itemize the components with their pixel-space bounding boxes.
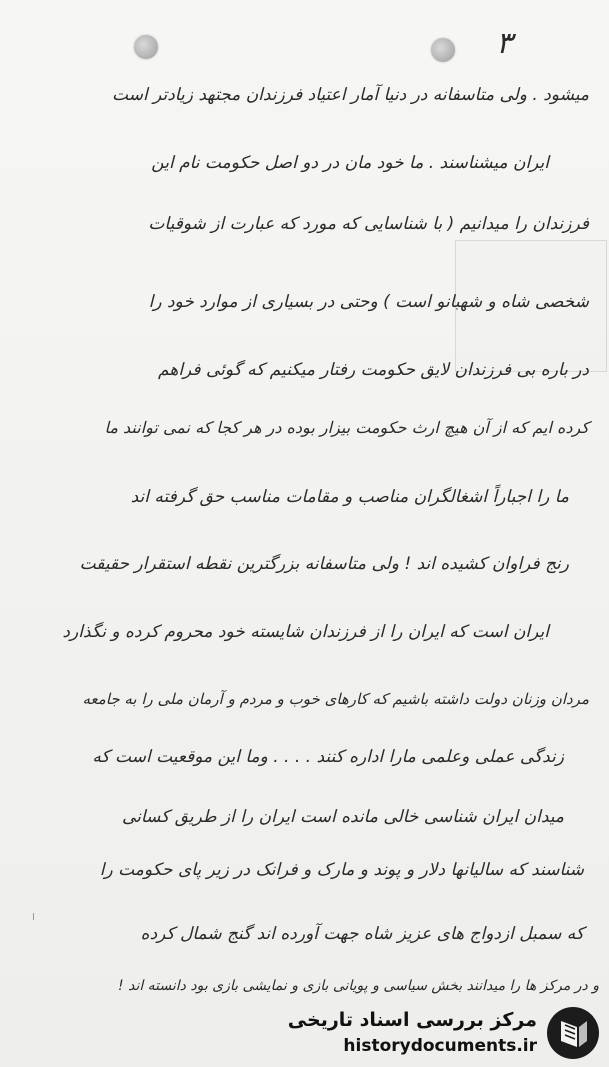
archive-url[interactable]: historydocuments.ir <box>343 1036 537 1056</box>
handwritten-line: ایران میشناسند . ما خود مان در دو اصل حکومت نام این <box>151 153 549 173</box>
handwritten-line: میشود . ولی متاسفانه در دنیا آمار اعتیاد فرزندان مجتهد زیادتر است <box>112 85 589 105</box>
handwritten-line: ما را اجباراً اشغالگران مناصب و مقامات مناسب حق گرفته اند <box>130 487 569 507</box>
handwritten-line: و در مرکز ها را میدانند بخش سیاسی و پویانی بازی و نمایشی بازی بود دانسته اند ! <box>118 978 599 994</box>
page-number: ۳ <box>496 26 513 61</box>
handwritten-line: میدان ایران شناسی خالی مانده است ایران را از طریق کسانی <box>121 807 564 827</box>
paper-mark <box>33 913 38 920</box>
book-emblem-icon <box>547 1007 599 1059</box>
handwritten-line: شخصی شاه و شهبانو است ) وحتی در بسیاری از موارد خود را <box>148 292 589 312</box>
punch-hole-left <box>134 35 158 59</box>
handwritten-line: شناسند که سالیانها دلار و پوند و مارک و فرانک در زیر پای حکومت را <box>99 860 584 880</box>
handwritten-line: ایران است که ایران را از فرزندان شایسته خود محروم کرده و نگذارد <box>62 622 549 642</box>
handwritten-line: که سمبل ازدواج های عزیز شاه جهت آورده اند گنج شمال کرده <box>140 924 584 944</box>
handwritten-line: زندگی عملی وعلمی مارا اداره کنند . . . . وما این موقعیت است که <box>92 747 564 767</box>
handwritten-line: در باره بی فرزندان لایق حکومت رفتار میکنیم که گوئی فراهم <box>158 360 589 380</box>
handwritten-line: فرزندان را میدانیم ( با شناسایی که مورد که عبارت از شوقیات <box>148 214 589 234</box>
handwritten-line: رنج فراوان کشیده اند ! ولی متاسفانه بزرگترین نقطه استقرار حقیقت <box>79 554 569 574</box>
punch-hole-right <box>431 38 455 62</box>
handwritten-line: مردان وزنان دولت داشته باشیم که کارهای خوب و مردم و آرمان ملی را به جامعه <box>82 690 589 708</box>
archive-name: مرکز بررسی اسناد تاریخی <box>287 1009 537 1031</box>
handwritten-line: کرده ایم که از آن هیچ ارث حکومت بیزار بوده در هر کجا که نمی توانند ما <box>104 418 589 437</box>
